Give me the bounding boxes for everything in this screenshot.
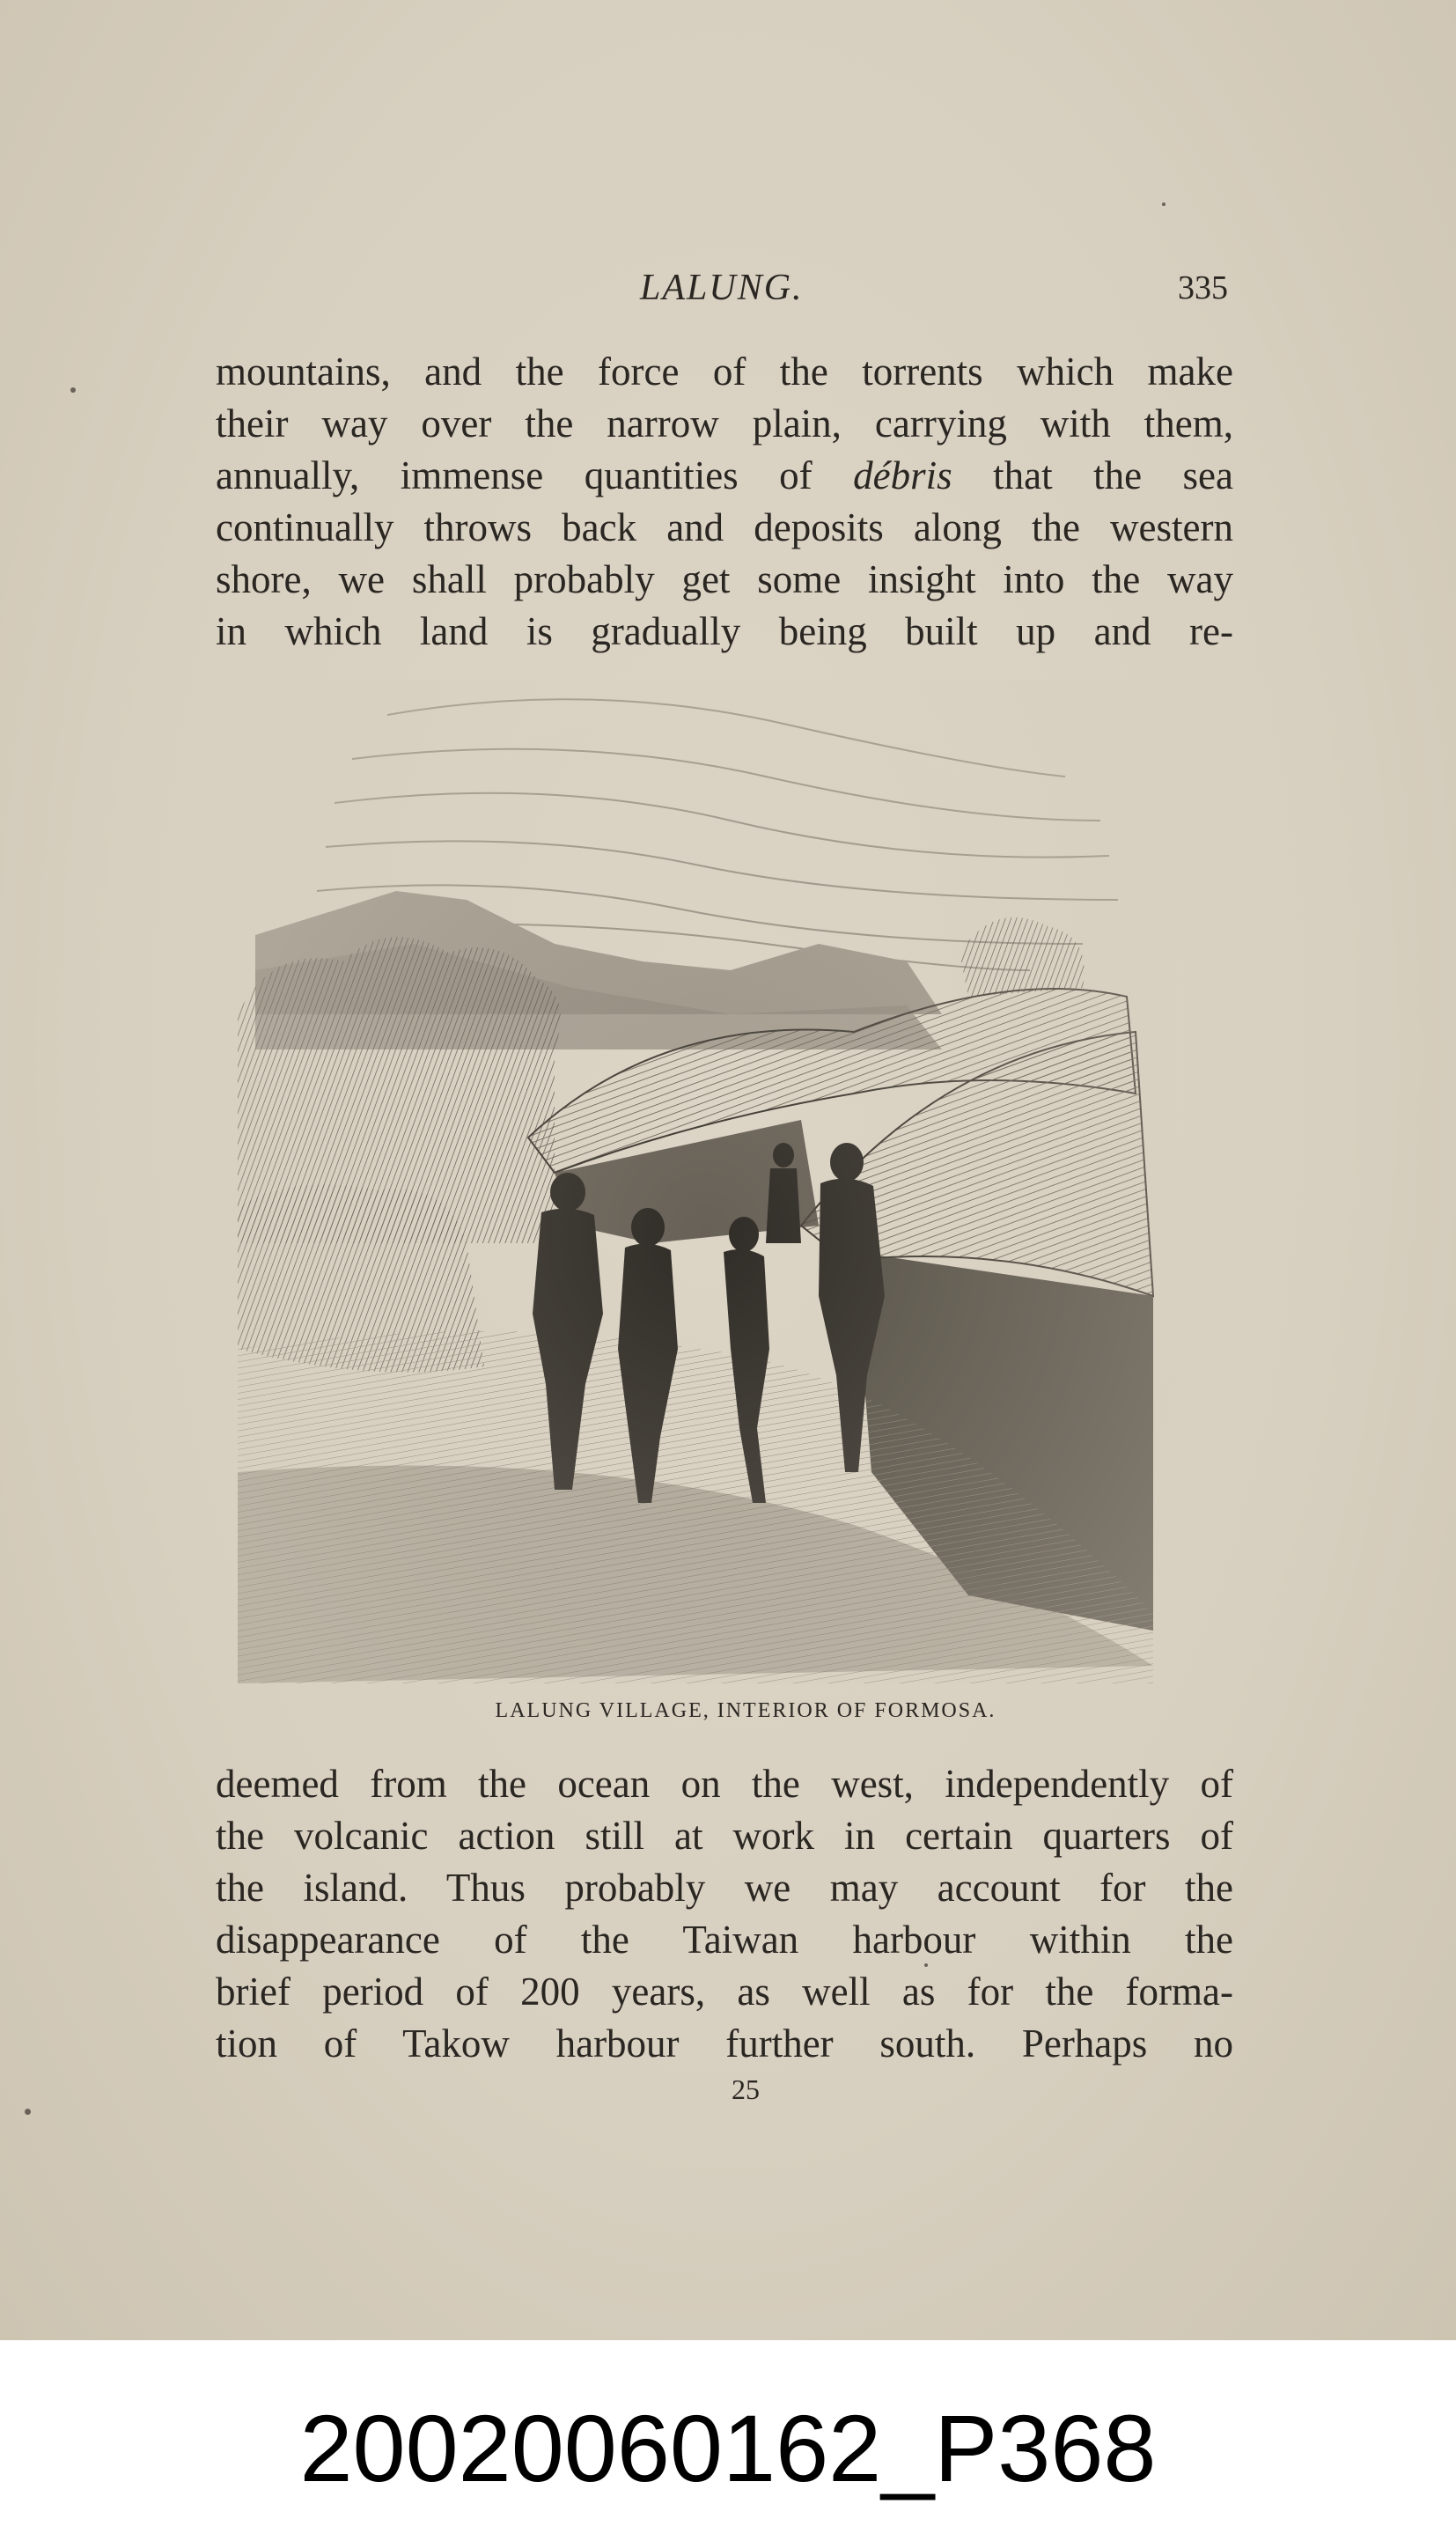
paper-speck <box>924 1963 928 1967</box>
paper-speck <box>1162 203 1166 206</box>
body-text-bottom <box>216 1758 1233 2070</box>
page-number: 335 <box>1178 269 1228 306</box>
text-line: tion of Takow harbour further south. Perhaps no <box>216 2021 1233 2066</box>
text-line: disappearance of the Taiwan harbour within the <box>216 1918 1233 1962</box>
text-line: their way over the narrow plain, carrying with them, <box>216 401 1233 446</box>
engraving-illustration <box>238 680 1174 1683</box>
catalog-identifier: 20020060162_P368 <box>299 2395 1157 2501</box>
paper-speck <box>25 2109 31 2115</box>
text-line: shore, we shall probably get some insight into the way <box>216 557 1233 601</box>
body-text-top <box>216 346 1233 658</box>
text-line: annually, immense quantities of débris that the sea <box>216 453 1233 497</box>
text-line: deemed from the ocean on the west, independently of <box>216 1762 1233 1806</box>
page-header <box>0 267 1456 320</box>
signature-mark: 25 <box>732 2073 760 2105</box>
text-line: brief period of 200 years, as well as for the forma- <box>216 1970 1233 2014</box>
text-line: the volcanic action still at work in certain quarters of <box>216 1814 1233 1858</box>
illustration-caption: LALUNG VILLAGE, INTERIOR OF FORMOSA. <box>495 1699 996 1722</box>
paper-speck <box>70 387 76 393</box>
text-line: the island. Thus probably we may account for the <box>216 1866 1233 1910</box>
village-engraving <box>238 680 1174 1683</box>
running-title: LALUNG. <box>640 268 804 308</box>
catalog-footer <box>0 2340 1456 2548</box>
italic-word: débris <box>853 453 952 497</box>
text-line: in which land is gradually being built up and re- <box>216 609 1233 653</box>
text-line: continually throws back and deposits along the western <box>216 505 1233 549</box>
text-line: mountains, and the force of the torrents which make <box>216 350 1233 394</box>
